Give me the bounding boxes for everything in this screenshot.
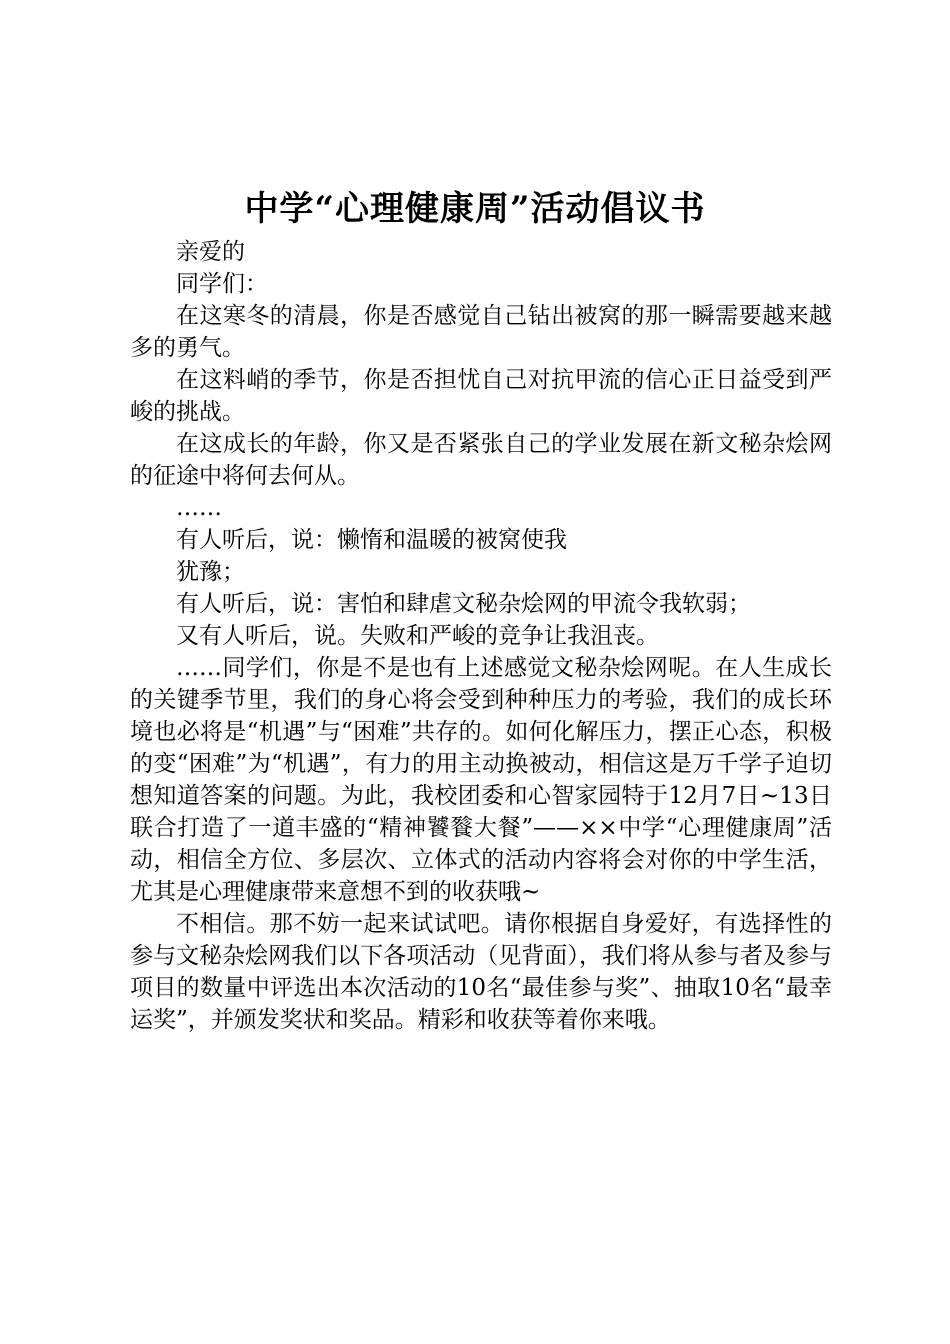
body-paragraph: 又有人听后，说。失败和严峻的竞争让我沮丧。	[176, 623, 659, 649]
body-paragraph: 在这料峭的季节，你是否担忧自己对抗甲流的信心正日益受到严峻的挑战。	[130, 367, 832, 425]
body-paragraph: 有人听后，说：害怕和肆虐文秘杂烩网的甲流令我软弱；	[176, 591, 751, 617]
body-paragraph: 不相信。那不妨一起来试试吧。请你根据自身爱好，有选择性的参与文秘杂烩网我们以下各项活动（见背面），我们将从参与者及参与项目的数量中评选出本次活动的10名“最佳参与奖”、抽取10名“最幸运奖”，并颁发奖状和奖品。精彩和收获等着你来哦。	[130, 911, 832, 1033]
document-title: 中学“心理健康周”活动倡议书	[244, 189, 706, 229]
body-paragraph: 在这成长的年龄，你又是否紧张自己的学业发展在新文秘杂烩网的征途中将何去何从。	[130, 431, 832, 489]
body-paragraph: ……同学们，你是不是也有上述感觉文秘杂烩网呢。在人生成长的关键季节里，我们的身心将会受到种种压力的考验，我们的成长环境也必将是“机遇”与“困难”共存的。如何化解压力，摆正心态，积极的变“困难”为“机遇”，有力的用主动换被动，相信这是万千学子迫切想知道答案的问题。为此，我校团委和心智家园特于12月7日~13日联合打造了一道丰盛的“精神饕餮大餐”——××中学“心理健康周”活动，相信全方位、多层次、立体式的活动内容将会对你的中学生活，尤其是心理健康带来意想不到的收获哦~	[130, 655, 832, 905]
body-paragraph: 有人听后，说：懒惰和温暖的被窝使我	[176, 527, 567, 553]
body-paragraph: 犹豫；	[176, 559, 245, 585]
ellipsis-line: ……	[176, 495, 222, 521]
body-paragraph: 在这寒冬的清晨，你是否感觉自己钻出被窝的那一瞬需要越来越多的勇气。	[130, 303, 832, 361]
document-body	[130, 236, 832, 1036]
salutation-line-2: 同学们：	[176, 271, 268, 297]
salutation-line-1: 亲爱的	[176, 239, 245, 265]
